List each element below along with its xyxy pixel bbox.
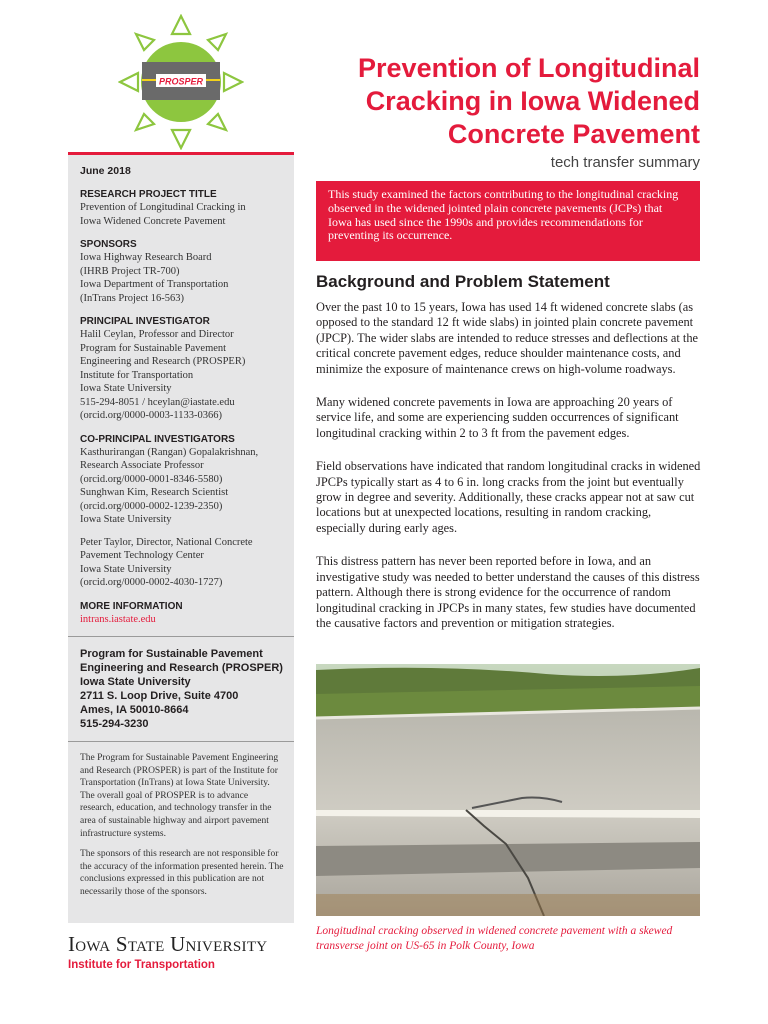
iowa-state-logo [68, 932, 267, 957]
body-paragraph: Many widened concrete pavements in Iowa are approaching 20 years of service life, and some are experiencing sudden occurrences of significant longitudinal cracking within 2 to 3 ft from the pavement edges. [316, 395, 679, 440]
body-paragraph: Field observations have indicated that random longitudinal cracks in widened JPCPs typically start as 4 to 6 in. long cracks from the joint but eventually grow in degree and severity. Additionally, these cracks appear not at saw cut locations but at unexpected locations, resulting in random cracking, especially during early ages. [316, 459, 701, 535]
document-subtitle: tech transfer summary [550, 154, 700, 171]
copi-line: Peter Taylor, Director, National Concrete [80, 536, 253, 548]
address-line: Engineering and Research (PROSPER) [80, 662, 283, 674]
co-investigators-section [80, 433, 284, 590]
sponsors-section [80, 238, 284, 305]
document-title: Prevention of Longitudinal Cracking in Iowa Widened Concrete Pavement [358, 53, 700, 149]
body-paragraph: Over the past 10 to 15 years, Iowa has used 14 ft widened concrete slabs (as opposed to the standard 12 ft wide slabs) in jointed plain concrete pavement (JPCP). The wider slabs are intended to reduce stresses and deflections at the critical concrete pavement edges, reduce shoulder maintenance costs, and minimize the exposure of maintenance crews on high-volume roadways. [316, 300, 699, 376]
section-heading: Background and Problem Statement [316, 272, 610, 291]
pavement-photo [316, 664, 700, 916]
research-title-section [80, 188, 284, 228]
body-paragraph: This distress pattern has never been reported before in Iowa, and an investigative study was needed to better understand the causes of this distress pattern. Although there is strong evidence for the occurrence of random longitudinal cracking in JPCPs in many states, few studies have documented the causative factors and prevention or mitigation strategies. [316, 554, 700, 630]
sidebar-divider [68, 741, 294, 742]
address-line: 2711 S. Loop Drive, Suite 4700 [80, 690, 239, 702]
institute-name: Institute for Transportation [68, 959, 215, 971]
address-line: Program for Sustainable Pavement [80, 648, 263, 660]
pi-line: (orcid.org/0000-0003-1133-0366) [80, 410, 223, 421]
summary-box: This study examined the factors contributing to the longitudinal cracking observed in the widened jointed plain concrete pavements (JCPs) that Iowa has used since the 1990s and provides recommendations for preventing its occurrence. [316, 181, 700, 261]
copi-line: (orcid.org/0000-0002-1239-2350) [80, 500, 223, 512]
pi-line: 515-294-8051 / hceylan@iastate.edu [80, 396, 235, 408]
sponsor-line: (IHRB Project TR-700) [80, 265, 180, 277]
research-title-line: Iowa Widened Concrete Pavement [80, 215, 226, 227]
sponsor-line: Iowa Department of Transportation [80, 279, 229, 290]
copi-line: Kasthurirangan (Rangan) Gopalakrishnan, [80, 446, 259, 458]
address-line: 515-294-3230 [80, 718, 149, 730]
sponsors-heading: SPONSORS [80, 239, 137, 250]
body-text [316, 300, 702, 649]
research-title-line: Prevention of Longitudinal Cracking in [80, 202, 246, 213]
sidebar [68, 155, 294, 923]
copi-line: (orcid.org/0000-0001-8346-5580) [80, 473, 223, 485]
pi-line: Halil Ceylan, Professor and Director [80, 329, 234, 340]
address-line: Iowa State University [80, 676, 191, 688]
address-block [80, 647, 284, 731]
pi-heading: PRINCIPAL INVESTIGATOR [80, 316, 210, 327]
logo-label: PROSPER [158, 76, 204, 87]
research-title-heading: RESEARCH PROJECT TITLE [80, 189, 217, 200]
sponsor-disclaimer: The sponsors of this research are not responsible for the accuracy of the information presented herein. The conclusions expressed in this publication are not necessarily those of the sponsors. [80, 849, 284, 897]
more-info-section [80, 600, 284, 627]
publication-date: June 2018 [80, 165, 131, 177]
principal-investigator-section [80, 315, 284, 423]
pi-line: Program for Sustainable Pavement [80, 342, 227, 354]
prosper-logo [118, 14, 244, 150]
copi-line: Research Associate Professor [80, 460, 204, 471]
copi-line: Iowa State University [80, 563, 172, 575]
sponsor-line: (InTrans Project 16-563) [80, 292, 185, 304]
intrans-website-link[interactable]: intrans.iastate.edu [80, 613, 156, 625]
copi-line: (orcid.org/0000-0002-4030-1727) [80, 577, 223, 588]
copi-line: Iowa State University [80, 514, 172, 525]
address-line: Ames, IA 50010-8664 [80, 704, 189, 716]
sponsor-line: Iowa Highway Research Board [80, 252, 212, 263]
pi-line: Engineering and Research (PROSPER) [80, 356, 246, 367]
more-info-heading: MORE INFORMATION [80, 600, 183, 612]
copi-heading: CO-PRINCIPAL INVESTIGATORS [80, 433, 235, 445]
prosper-about: The Program for Sustainable Pavement Engineering and Research (PROSPER) is part of the Institute for Transportation (InTrans) at Iowa State University. The overall goal of PROSPER is to advance research, education, and technology transfer in the area of sustainable highway and airport pavement infrastructure systems. [80, 753, 279, 839]
copi-line: Pavement Technology Center [80, 550, 204, 561]
pi-line: Iowa State University [80, 383, 172, 394]
photo-caption: Longitudinal cracking observed in widened concrete pavement with a skewed transverse joint on US-65 in Polk County, Iowa [316, 925, 673, 952]
copi-line: Sunghwan Kim, Research Scientist [80, 487, 229, 498]
sidebar-divider [68, 636, 294, 637]
pi-line: Institute for Transportation [80, 369, 194, 381]
university-name: Iowa State University [68, 932, 268, 956]
